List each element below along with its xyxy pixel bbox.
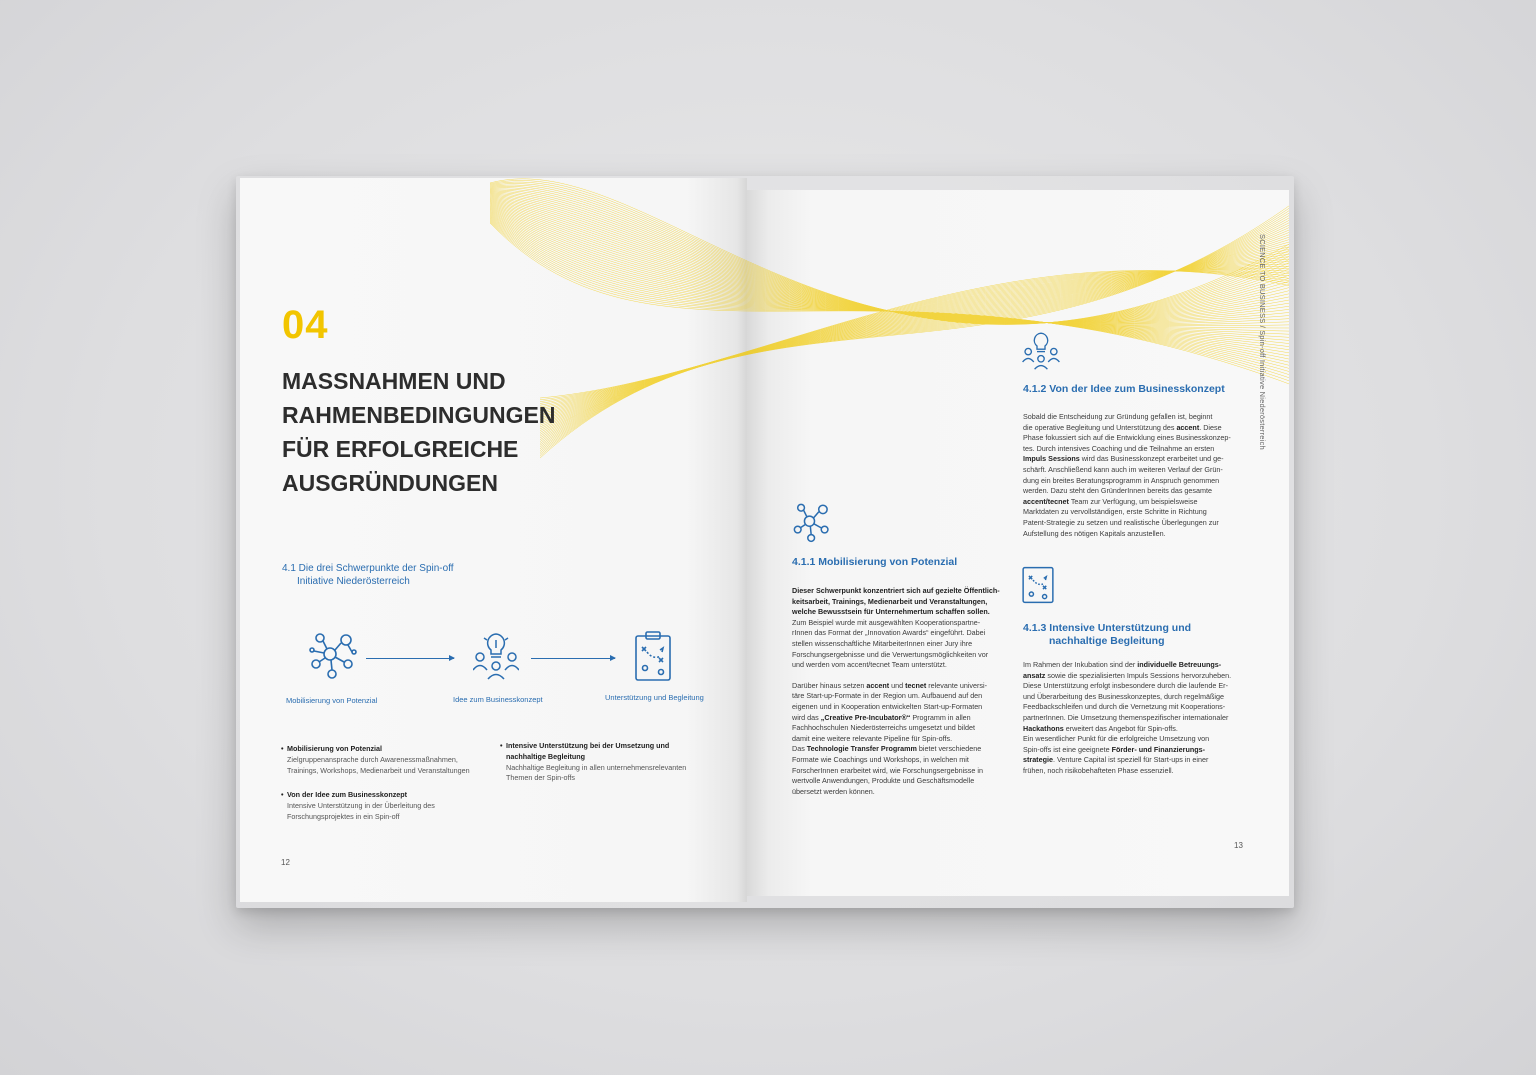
text-line: übersetzt werden können. bbox=[792, 786, 875, 796]
text-run: „Creative Pre-Incubator®“ bbox=[820, 712, 911, 722]
title-line: AUSGRÜNDUNGEN bbox=[282, 470, 498, 496]
wave-line bbox=[747, 190, 1289, 324]
bullet-item bbox=[287, 790, 497, 822]
wave-line bbox=[747, 208, 1289, 331]
right-page bbox=[747, 190, 1289, 896]
wave-line bbox=[490, 221, 747, 381]
wave-line bbox=[747, 220, 1289, 444]
wave-line bbox=[490, 197, 747, 323]
text-line: Fachhochschulen Niederösterreichs umgesetzt und bildet bbox=[792, 723, 975, 733]
bullet-text: Zielgruppenansprache durch Awarenessmaßnahmen, bbox=[287, 754, 458, 764]
bullet-text: Intensive Unterstützung in der Überleitung des bbox=[287, 800, 435, 810]
text-line: Ein wesentlicher Punkt für die erfolgreiche Umsetzung von bbox=[1023, 734, 1210, 744]
strategy-clipboard-icon bbox=[633, 630, 673, 687]
text-run: Das bbox=[792, 744, 807, 754]
heading-line: nachhaltige Begleitung bbox=[1049, 635, 1165, 647]
wave-line bbox=[490, 195, 747, 322]
text-run: Team zur Verfügung, um beispielsweise bbox=[1068, 496, 1198, 506]
wave-line bbox=[747, 190, 1289, 324]
wave-line bbox=[747, 236, 1289, 432]
wave-line bbox=[747, 202, 1289, 323]
section-heading-line: 4.1 Die drei Schwerpunkte der Spin-off bbox=[282, 563, 454, 574]
wave-line bbox=[490, 198, 747, 323]
wave-line bbox=[747, 253, 1289, 422]
wave-line bbox=[490, 219, 747, 374]
wave-line bbox=[747, 223, 1289, 442]
text-run: . Venture Capital ist speziell für Start-ups in einer bbox=[1052, 755, 1209, 765]
text-line: werden. Dazu steht den GründerInnen bereits das gesamte bbox=[1023, 486, 1212, 496]
wave-line bbox=[747, 213, 1289, 351]
text-run: Programm in allen bbox=[910, 712, 971, 722]
section-heading bbox=[282, 562, 454, 588]
wave-line bbox=[490, 186, 747, 323]
wave-line bbox=[747, 203, 1289, 324]
lightbulb-team-icon bbox=[473, 630, 519, 685]
text-line: täre Start-up-Formate in der Region um. Aufbauend auf den bbox=[792, 691, 983, 701]
wave-line bbox=[747, 196, 1289, 322]
text-line: Formate wie Coachings und Workshops, in welchen mit bbox=[792, 754, 969, 764]
wave-line bbox=[490, 213, 747, 351]
running-head-text: SCIENCE TO BUSINESS / Spin-off Initiative Niederösterreich bbox=[1258, 234, 1267, 450]
wave-line bbox=[490, 182, 747, 324]
text-line: Aufstellung des nötigen Kapitals anzustellen. bbox=[1023, 528, 1166, 538]
wave-line bbox=[490, 218, 747, 368]
wave-line bbox=[747, 197, 1289, 323]
text-run: ansatz bbox=[1023, 670, 1046, 680]
wave-line bbox=[747, 242, 1289, 429]
text-line: und werden vom accent/tecnet Team unterstützt. bbox=[792, 660, 947, 670]
wave-line bbox=[747, 214, 1289, 355]
text-run: Spin-offs ist eine geeignete bbox=[1023, 744, 1112, 754]
wave-line bbox=[747, 250, 1289, 424]
text-run: sowie die spezialisierten Impuls Sessions hervorzuheben. bbox=[1045, 670, 1232, 680]
text-line: Sobald die Entscheidung zur Gründung gefallen ist, beginnt bbox=[1023, 412, 1213, 421]
wave-line bbox=[490, 219, 747, 372]
wave-line bbox=[490, 217, 747, 365]
wave-line bbox=[490, 203, 747, 323]
wave-line bbox=[747, 223, 1289, 388]
text-run: die operative Begleitung und Unterstützung des bbox=[1023, 422, 1177, 432]
chapter-title bbox=[282, 364, 612, 500]
wave-line bbox=[490, 220, 747, 378]
text-run: Impuls Sessions bbox=[1023, 454, 1080, 464]
body-text-411 bbox=[792, 586, 1022, 797]
wave-line bbox=[490, 201, 747, 323]
wave-line bbox=[747, 209, 1289, 335]
section-heading-412: 4.1.2 Von der Idee zum Businesskonzept bbox=[1023, 383, 1225, 395]
wave-line bbox=[747, 211, 1289, 344]
text-line: frühen, noch risikobehafteten Phase essenziell. bbox=[1023, 765, 1174, 775]
wave-line bbox=[490, 209, 747, 335]
text-run: accent/tecnet bbox=[1023, 496, 1069, 506]
text-line: partnerInnen. Die Umsetzung themenspezifischer internationaler bbox=[1023, 712, 1229, 722]
text-run: Technologie Transfer Programm bbox=[806, 744, 917, 754]
body-text-412 bbox=[1023, 412, 1243, 539]
wave-line bbox=[747, 190, 1289, 324]
wave-line bbox=[747, 204, 1289, 324]
text-run: Förder- und Finanzierungs- bbox=[1111, 744, 1206, 754]
text-line: schärft. Anschließend kann auch im weiteren Verlauf der Grün- bbox=[1023, 464, 1223, 474]
wave-line bbox=[747, 207, 1289, 328]
wave-line bbox=[490, 180, 747, 324]
wave-line bbox=[490, 211, 747, 344]
wave-line bbox=[490, 199, 747, 323]
network-people-icon bbox=[791, 501, 833, 548]
wave-line bbox=[747, 198, 1289, 323]
vertical-running-head bbox=[1257, 234, 1267, 474]
wave-line bbox=[747, 190, 1289, 324]
wave-line bbox=[747, 217, 1289, 365]
wave-line bbox=[490, 196, 747, 322]
flow-arrow bbox=[531, 658, 615, 659]
wave-line bbox=[490, 210, 747, 338]
text-line: Dieser Schwerpunkt konzentriert sich auf gezielte Öffentlich- bbox=[792, 586, 1000, 595]
wave-line bbox=[747, 215, 1289, 358]
lightbulb-team-icon bbox=[1021, 330, 1061, 375]
wave-line bbox=[747, 216, 1289, 361]
bullet-heading: • Mobilisierung von Potenzial bbox=[287, 744, 497, 755]
wave-line bbox=[747, 210, 1289, 338]
wave-line bbox=[747, 192, 1289, 323]
text-run: Hackathons bbox=[1023, 723, 1064, 733]
page-number: 13 bbox=[1234, 841, 1243, 850]
wave-line bbox=[747, 205, 1289, 324]
text-line: Forschungsergebnisse und die Verwertungsmöglichkeiten vor bbox=[792, 649, 989, 659]
wave-line bbox=[747, 193, 1289, 323]
left-page bbox=[240, 178, 747, 902]
text-run: wird das Businesskonzept erarbeitet und ge- bbox=[1079, 454, 1224, 464]
wave-line bbox=[747, 201, 1289, 323]
text-run: accent bbox=[1176, 422, 1200, 432]
wave-line bbox=[747, 219, 1289, 372]
wave-line bbox=[490, 184, 747, 325]
text-line: damit eine weitere relevante Pipeline für Spin-offs. bbox=[792, 733, 953, 743]
bullet-text: Nachhaltige Begleitung in allen unternehmensrelevanten bbox=[506, 762, 687, 772]
page-number: 12 bbox=[281, 858, 290, 867]
wave-line bbox=[747, 228, 1289, 438]
wave-line bbox=[747, 194, 1289, 323]
wave-line bbox=[747, 190, 1289, 324]
wave-line bbox=[747, 206, 1289, 326]
text-run: erweitert das Angebot für Spin-offs. bbox=[1063, 723, 1178, 733]
text-line: Diese Unterstützung erfolgt insbesondere durch die laufende Er- bbox=[1023, 681, 1228, 691]
text-line: Feedbackschleifen und durch die Vernetzung mit Kooperations- bbox=[1023, 702, 1226, 712]
wave-line bbox=[747, 220, 1289, 378]
text-line: Zum Beispiel wurde mit ausgewählten Kooperationspartne- bbox=[792, 617, 981, 627]
wave-line bbox=[490, 191, 747, 323]
wave-line bbox=[747, 244, 1289, 427]
wave-line bbox=[490, 200, 747, 323]
bullet-item bbox=[506, 741, 726, 784]
text-line: dung ein breites Beratungsprogramm in Anspruch genommen bbox=[1023, 475, 1220, 485]
wave-line bbox=[490, 214, 747, 355]
text-line: rInnen das Format der „Innovation Awards“ eingeführt. Dabei bbox=[792, 628, 986, 638]
wave-line bbox=[747, 195, 1289, 322]
title-line: RAHMENBEDINGUNGEN bbox=[282, 402, 556, 428]
wave-line bbox=[490, 211, 747, 342]
text-run: . Diese bbox=[1199, 422, 1222, 432]
wave-line bbox=[747, 231, 1289, 436]
text-run: Im Rahmen der Inkubation sind der bbox=[1023, 660, 1138, 669]
wave-line bbox=[747, 270, 1289, 398]
text-run: strategie bbox=[1023, 755, 1053, 765]
wave-line bbox=[490, 193, 747, 323]
wave-line bbox=[490, 190, 747, 323]
wave-line bbox=[490, 179, 747, 325]
wave-line bbox=[490, 203, 747, 324]
wave-line bbox=[490, 189, 747, 324]
wave-line bbox=[490, 205, 747, 324]
wave-line bbox=[747, 211, 1289, 342]
wave-line bbox=[747, 195, 1289, 323]
wave-line bbox=[747, 203, 1289, 323]
bullet-text: Trainings, Workshops, Medienarbeit und Veranstaltungen bbox=[287, 765, 470, 775]
text-run: individuelle Betreuungs- bbox=[1137, 660, 1222, 669]
strategy-clipboard-icon bbox=[1021, 566, 1055, 609]
text-line: wertvolle Anwendungen, Produkte und Geschäftsmodelle bbox=[792, 776, 975, 786]
bullet-heading-cont: nachhaltige Begleitung bbox=[506, 751, 586, 761]
section-heading-411: 4.1.1 Mobilisierung von Potenzial bbox=[792, 556, 958, 568]
wave-line bbox=[490, 208, 747, 331]
wave-line bbox=[490, 215, 747, 358]
text-line: welche Bewusstsein für Unternehmertum schaffen sollen. bbox=[792, 607, 990, 617]
wave-line bbox=[490, 216, 747, 361]
wave-line bbox=[490, 204, 747, 324]
text-run: relevante universi- bbox=[926, 680, 988, 690]
wave-line bbox=[490, 206, 747, 326]
wave-line bbox=[747, 225, 1289, 443]
text-run: Darüber hinaus setzen bbox=[792, 680, 867, 690]
wave-line bbox=[747, 199, 1289, 323]
wave-line bbox=[747, 200, 1289, 323]
bullet-item bbox=[287, 744, 497, 776]
chapter-number: 04 bbox=[282, 303, 329, 347]
wave-line bbox=[747, 233, 1289, 434]
wave-line bbox=[747, 218, 1289, 368]
text-line: Patent-Strategie zu setzen und realistische Überlegungen zur bbox=[1023, 517, 1219, 527]
section-heading-line: Initiative Niederösterreich bbox=[297, 576, 410, 587]
wave-line bbox=[747, 190, 1289, 324]
wave-line bbox=[490, 194, 747, 323]
text-line: ForscherInnen erarbeitet wird, wie Forschungsergebnisse in bbox=[792, 765, 983, 775]
wave-line bbox=[747, 222, 1289, 385]
wave-line bbox=[747, 190, 1289, 323]
text-run: und bbox=[889, 680, 906, 690]
wave-line bbox=[490, 195, 747, 323]
wave-line bbox=[747, 212, 1289, 348]
wave-line bbox=[747, 191, 1289, 323]
flow-label: Mobilisierung von Potenzial bbox=[286, 696, 378, 705]
text-run: wird das bbox=[792, 712, 821, 722]
wave-line bbox=[747, 221, 1289, 381]
text-line: und Überarbeitung des Businesskonzeptes, durch regelmäßige bbox=[1023, 691, 1224, 701]
wave-line bbox=[490, 202, 747, 323]
flow-label: Idee zum Businesskonzept bbox=[453, 695, 543, 704]
wave-line bbox=[747, 190, 1289, 325]
text-line: eigenen und in Kooperation entwickelten Start-up-Formaten bbox=[792, 701, 983, 711]
body-text-413 bbox=[1023, 660, 1253, 777]
wave-line bbox=[490, 185, 747, 324]
wave-line bbox=[747, 247, 1289, 425]
title-line: FÜR ERFOLGREICHE bbox=[282, 436, 519, 462]
wave-line bbox=[747, 271, 1289, 400]
heading-line: 4.1.3 Intensive Unterstützung und bbox=[1023, 622, 1192, 634]
text-line: stellen wissenschaftliche MitarbeiterInnen einer Jury ihre bbox=[792, 638, 973, 648]
text-line: Marktdaten zu vervollständigen, erste Schritte in Richtung bbox=[1023, 507, 1207, 517]
text-line: Phase fokussiert sich auf die Entwicklung eines Businesskonzep- bbox=[1023, 433, 1231, 443]
text-line: tes. Durch intensives Coaching und die Teilnahme an ersten bbox=[1023, 443, 1215, 453]
bullet-text: Themen der Spin-offs bbox=[506, 773, 575, 783]
text-run: bietet verschiedene bbox=[916, 744, 982, 754]
wave-line bbox=[490, 222, 747, 385]
text-line: keitsarbeit, Trainings, Medienarbeit und Veranstaltungen, bbox=[792, 596, 988, 606]
wave-line bbox=[747, 239, 1289, 431]
wave-line bbox=[747, 190, 1289, 324]
wave-line bbox=[747, 219, 1289, 374]
section-heading-413 bbox=[1023, 622, 1191, 648]
wave-line bbox=[490, 192, 747, 323]
text-run: accent bbox=[866, 680, 890, 690]
flow-arrow bbox=[366, 658, 454, 659]
bullet-text: Forschungsprojektes in ein Spin-off bbox=[287, 811, 400, 821]
wave-line bbox=[490, 212, 747, 348]
bullet-heading: • Intensive Unterstützung bei der Umsetzung und bbox=[506, 741, 726, 752]
wave-line bbox=[490, 207, 747, 328]
bullet-heading: • Von der Idee zum Businesskonzept bbox=[287, 790, 497, 801]
wave-line bbox=[490, 188, 747, 324]
title-line: MASSNAHMEN UND bbox=[282, 368, 506, 394]
text-run: tecnet bbox=[905, 680, 927, 690]
network-people-icon bbox=[308, 630, 358, 685]
flow-label: Unterstützung und Begleitung bbox=[605, 693, 704, 702]
